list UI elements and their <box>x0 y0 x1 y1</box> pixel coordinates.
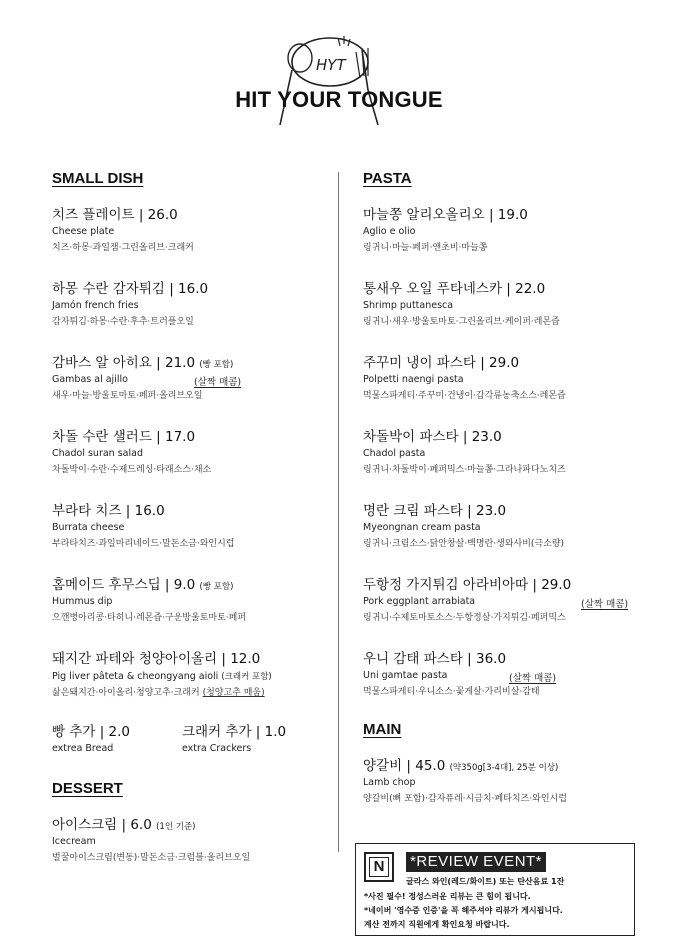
menu-item <box>363 277 643 327</box>
item-name: 마늘쫑 알리오올리오 | 19.0 <box>363 207 528 223</box>
section-title-main: MAIN <box>363 721 402 738</box>
item-name: 차돌박이 파스타 | 23.0 <box>363 429 502 445</box>
section-title-dessert: DESSERT <box>52 780 123 797</box>
item-name-text: 감바스 알 아히요 | 21.0 <box>52 355 196 371</box>
item-ingredients: 으깬병아리콩·타히니·레몬즙·구운방울토마토·페퍼 <box>52 613 247 623</box>
item-english-name <box>363 596 643 610</box>
item-ingredients: 차돌박이·수란·수제드레싱·타래소스·채소 <box>52 465 212 475</box>
item-note: (1인 기준) <box>156 822 196 832</box>
item-english-name: Cheese plate <box>52 226 115 237</box>
item-ingredients <box>52 685 332 698</box>
review-event-line: 글라스 와인(레드/화이트) 또는 탄산음료 1잔 <box>406 877 565 886</box>
item-english-name: Chadol suran salad <box>52 448 143 459</box>
naver-icon: N <box>364 852 394 882</box>
section-title-pasta: PASTA <box>363 170 412 187</box>
item-english-name: Aglio e olio <box>363 226 416 237</box>
item-english-name: Burrata cheese <box>52 522 125 533</box>
item-name-text: 아이스크림 | 6.0 <box>52 817 152 833</box>
item-ingredients: 링귀니·크림소스·닭안창살·백명란·생와사비(극소량) <box>363 539 565 549</box>
addon-item <box>182 720 312 754</box>
spicy-label: (살짝 매콤) <box>581 599 629 610</box>
menu-item <box>363 425 643 475</box>
item-name: 명란 크림 파스타 | 23.0 <box>363 503 507 519</box>
menu-item <box>52 647 332 698</box>
item-name: 두항정 가지튀김 아라비아따 | 29.0 <box>363 577 572 593</box>
menu-item <box>52 277 332 327</box>
item-ingredients: 새우·마늘·방울토마토·페퍼·올리브오일 <box>52 391 203 401</box>
item-english-name: Polpetti naengi pasta <box>363 374 464 385</box>
item-ingredients: 링귀니·수제토마토소스·두항정살·가지튀김·페퍼믹스 <box>363 613 566 623</box>
item-ingredients: 먹물스파게티·우니소스·꽃게살·가리비살·감태 <box>363 687 540 697</box>
item-name: 돼지간 파테와 청양아이올리 | 12.0 <box>52 651 261 667</box>
menu-item <box>52 425 332 475</box>
item-english-name: Shrimp puttanesca <box>363 300 454 311</box>
spicy-label: (살짝 매콤) <box>509 673 557 684</box>
logo <box>0 30 678 130</box>
item-english-text: Pork eggplant arrabiata <box>363 596 476 607</box>
addon-name: 크래커 추가 | 1.0 <box>182 724 287 740</box>
item-ingredients: 부라타치즈·과일마리네이드·말돈소금·와인시럽 <box>52 539 235 549</box>
item-name-text: 홈메이드 후무스딥 | 9.0 <box>52 577 196 593</box>
item-english-name: Hummus dip <box>52 596 113 607</box>
item-name: 우니 감태 파스타 | 36.0 <box>363 651 507 667</box>
addons-row <box>52 720 332 754</box>
left-column <box>52 170 332 887</box>
item-name <box>52 813 332 833</box>
menu-item <box>363 573 643 623</box>
spicy-label: (청양고추 매움) <box>202 688 265 698</box>
right-column <box>363 170 643 828</box>
item-name: 부라타 치즈 | 16.0 <box>52 503 165 519</box>
item-note: (빵 포함) <box>199 582 234 592</box>
item-english-text: Pig liver pâteta & cheongyang aioli <box>52 671 219 682</box>
review-event-line: *사진 필수! 정성스러운 리뷰는 큰 힘이 됩니다. <box>364 892 531 901</box>
menu-item <box>363 647 643 697</box>
item-name: 차돌 수란 샐러드 | 17.0 <box>52 429 196 445</box>
item-ingredients: 벌꿀아이스크림(변동)·말돈소금·크럼블·올리브오일 <box>52 853 251 863</box>
menu-item <box>52 813 332 863</box>
item-name: 주꾸미 냉이 파스타 | 29.0 <box>363 355 520 371</box>
item-english-name: Chadol pasta <box>363 448 426 459</box>
item-name-text: 양갈비 | 45.0 <box>363 758 446 774</box>
item-english-name: Icecream <box>52 836 96 847</box>
item-english-text: Uni gamtae pasta <box>363 670 448 681</box>
review-event-line: 계산 전까지 직원에게 확인요청 바랍니다. <box>364 920 510 929</box>
addon-name: 빵 추가 | 2.0 <box>52 724 131 740</box>
item-ingredients: 감자튀김·하몽·수란·후추·트러플오일 <box>52 317 194 327</box>
item-ingredients: 링귀니·새우·방울토마토·그린올리브·케이퍼·레몬즙 <box>363 317 560 327</box>
item-english-text: Gambas al ajillo <box>52 374 128 385</box>
item-ingredients: 링귀니·차돌박이·페퍼믹스·마늘쫑·그라나파다노치즈 <box>363 465 566 475</box>
menu-item <box>363 754 643 804</box>
addon-item <box>52 720 182 754</box>
review-event-box <box>355 843 635 936</box>
item-english-name: Jamón french fries <box>52 300 139 311</box>
menu-item <box>52 203 332 253</box>
menu-item <box>52 351 332 401</box>
item-english-name: Lamb chop <box>363 777 416 788</box>
item-note: (약350g[3-4대], 25분 이상) <box>449 763 559 773</box>
item-name <box>363 754 643 774</box>
svg-text:HYT: HYT <box>316 56 346 74</box>
item-ingredients-text: 삶은돼지간·아이올리·청양고추·크래커 <box>52 688 200 698</box>
menu-item <box>363 499 643 549</box>
item-ingredients: 양갈비(뼈 포함)·감자퓨레·시금치·페타치즈·와인시럽 <box>363 794 567 804</box>
spicy-label: (살짝 매콤) <box>194 377 242 388</box>
column-divider <box>338 172 339 852</box>
item-english-name <box>52 374 332 388</box>
item-note: (빵 포함) <box>199 360 234 370</box>
item-english-name <box>52 670 332 682</box>
restaurant-name: HIT YOUR TONGUE <box>235 87 443 112</box>
section-title-small-dish: SMALL DISH <box>52 170 144 187</box>
item-note: (크래커 포함) <box>221 672 272 682</box>
review-event-line: *네이버 '영수증 인증'을 꼭 해주셔야 리뷰가 게시됩니다. <box>364 906 563 915</box>
item-english-name <box>363 670 643 684</box>
menu-item <box>363 203 643 253</box>
item-ingredients: 먹물스파게티·주꾸미·건냉이·갑각류농축소스·레몬즙 <box>363 391 566 401</box>
item-ingredients: 치즈·하몽·과일잼·그린올리브·크래커 <box>52 243 194 253</box>
item-name <box>52 573 332 593</box>
addon-english-name: extra Crackers <box>182 743 252 754</box>
item-english-name: Myeongnan cream pasta <box>363 522 481 533</box>
review-event-title: *REVIEW EVENT* <box>406 852 546 872</box>
item-ingredients: 링귀니·마늘·페퍼·앤초비·마늘쫑 <box>363 243 488 253</box>
item-name: 통새우 오일 푸타네스카 | 22.0 <box>363 281 546 297</box>
item-name <box>52 351 332 371</box>
menu-item <box>52 499 332 549</box>
item-name: 하몽 수란 감자튀김 | 16.0 <box>52 281 209 297</box>
menu-item <box>363 351 643 401</box>
menu-item <box>52 573 332 623</box>
addon-english-name: extrea Bread <box>52 743 114 754</box>
item-name: 치즈 플레이트 | 26.0 <box>52 207 178 223</box>
spoon-fork-logo-icon <box>270 30 400 130</box>
